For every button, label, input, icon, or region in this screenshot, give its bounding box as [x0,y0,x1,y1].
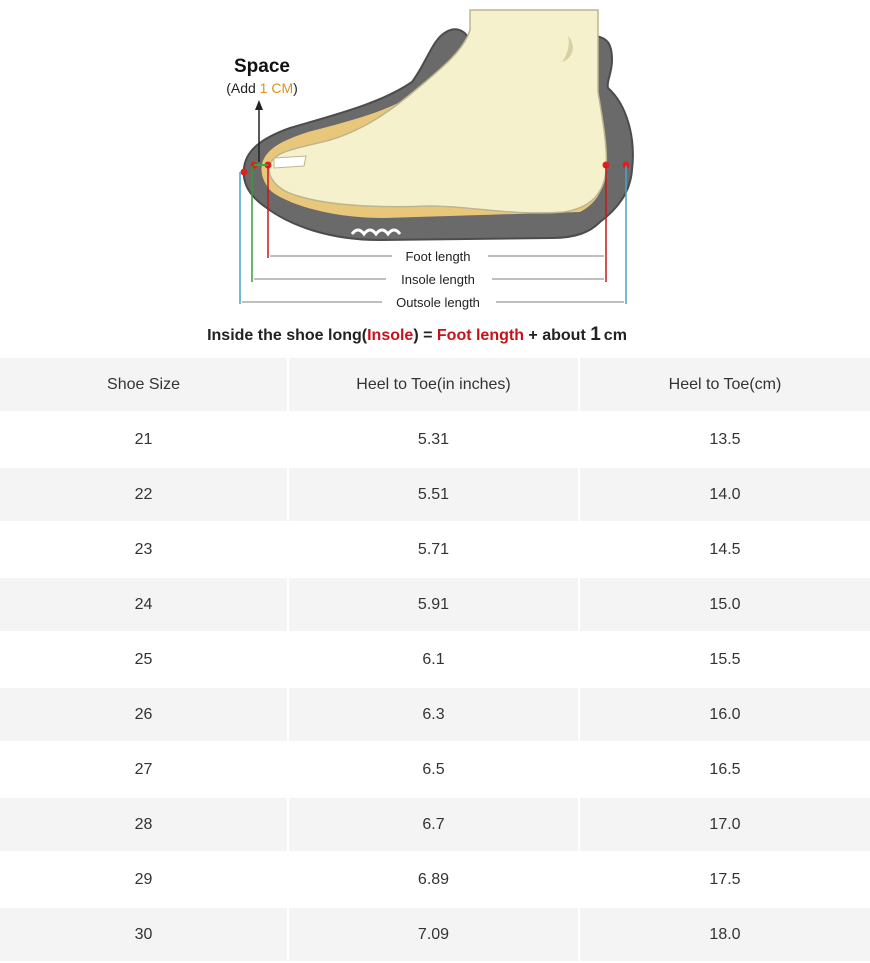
shoe-cross-section-illustration [0,0,870,355]
table-row [0,412,870,467]
table-header-row [0,358,870,412]
cell-shoe-size: 23 [0,522,288,577]
toe-gap [274,156,306,168]
table-row [0,632,870,687]
space-arrow-head [255,100,263,110]
diagram-caption: Inside the shoe long(Insole) = Foot length + about 1 cm [207,324,627,345]
cell-shoe-size: 28 [0,797,288,852]
size-chart-table [0,358,870,963]
cell-shoe-size: 22 [0,467,288,522]
cell-cm: 17.5 [709,870,741,888]
insole-length-label: Insole length [401,272,475,287]
cell-shoe-size: 26 [0,687,288,742]
outsole-toe-dot [241,169,248,176]
cell-inches: 5.91 [288,577,579,632]
table-row [0,577,870,632]
cell-inches: 6.3 [288,687,579,742]
table-row [0,907,870,962]
cell-cm: 14.5 [709,540,741,558]
table-row [0,522,870,577]
cell-shoe-size: 25 [0,632,288,687]
table-row [0,852,870,907]
caption-insole: Insole [367,327,414,344]
table-row [0,467,870,522]
cell-shoe-size: 27 [0,742,288,797]
cell-cm: 18.0 [709,925,741,943]
space-title: Space [234,56,290,77]
table-row [0,687,870,742]
cell-cm: 13.5 [709,430,741,448]
cell-shoe-size: 29 [0,852,288,907]
caption-foot-length: Foot length [436,327,524,344]
cell-cm: 15.5 [709,650,741,668]
cell-cm: 16.0 [709,705,741,723]
table-row [0,742,870,797]
cell-shoe-size: 24 [0,577,288,632]
cell-inches: 6.7 [288,797,579,852]
cell-inches: 7.09 [288,907,579,962]
table-row [0,797,870,852]
header-heel-to-toe-cm: Heel to Toe(cm) [668,375,782,393]
header-heel-to-toe-inches: Heel to Toe(in inches) [288,358,579,412]
header-shoe-size: Shoe Size [0,358,288,412]
cell-cm: 15.0 [709,595,741,613]
cell-inches: 5.71 [288,522,579,577]
outsole-length-label: Outsole length [396,295,480,310]
cell-cm: 14.0 [709,485,741,503]
cell-inches: 5.51 [288,467,579,522]
shoe-measurement-diagram [0,0,870,355]
cell-shoe-size: 30 [0,907,288,962]
space-add-note: (Add 1 CM) [226,80,298,96]
space-add-value: 1 CM [259,80,294,96]
cell-cm: 17.0 [709,815,741,833]
cell-inches: 5.31 [288,412,579,467]
cell-cm: 16.5 [709,760,741,778]
foot-length-label: Foot length [405,249,471,264]
cell-inches: 6.1 [288,632,579,687]
cell-inches: 6.89 [288,852,579,907]
cell-shoe-size: 21 [0,412,288,467]
cell-inches: 6.5 [288,742,579,797]
